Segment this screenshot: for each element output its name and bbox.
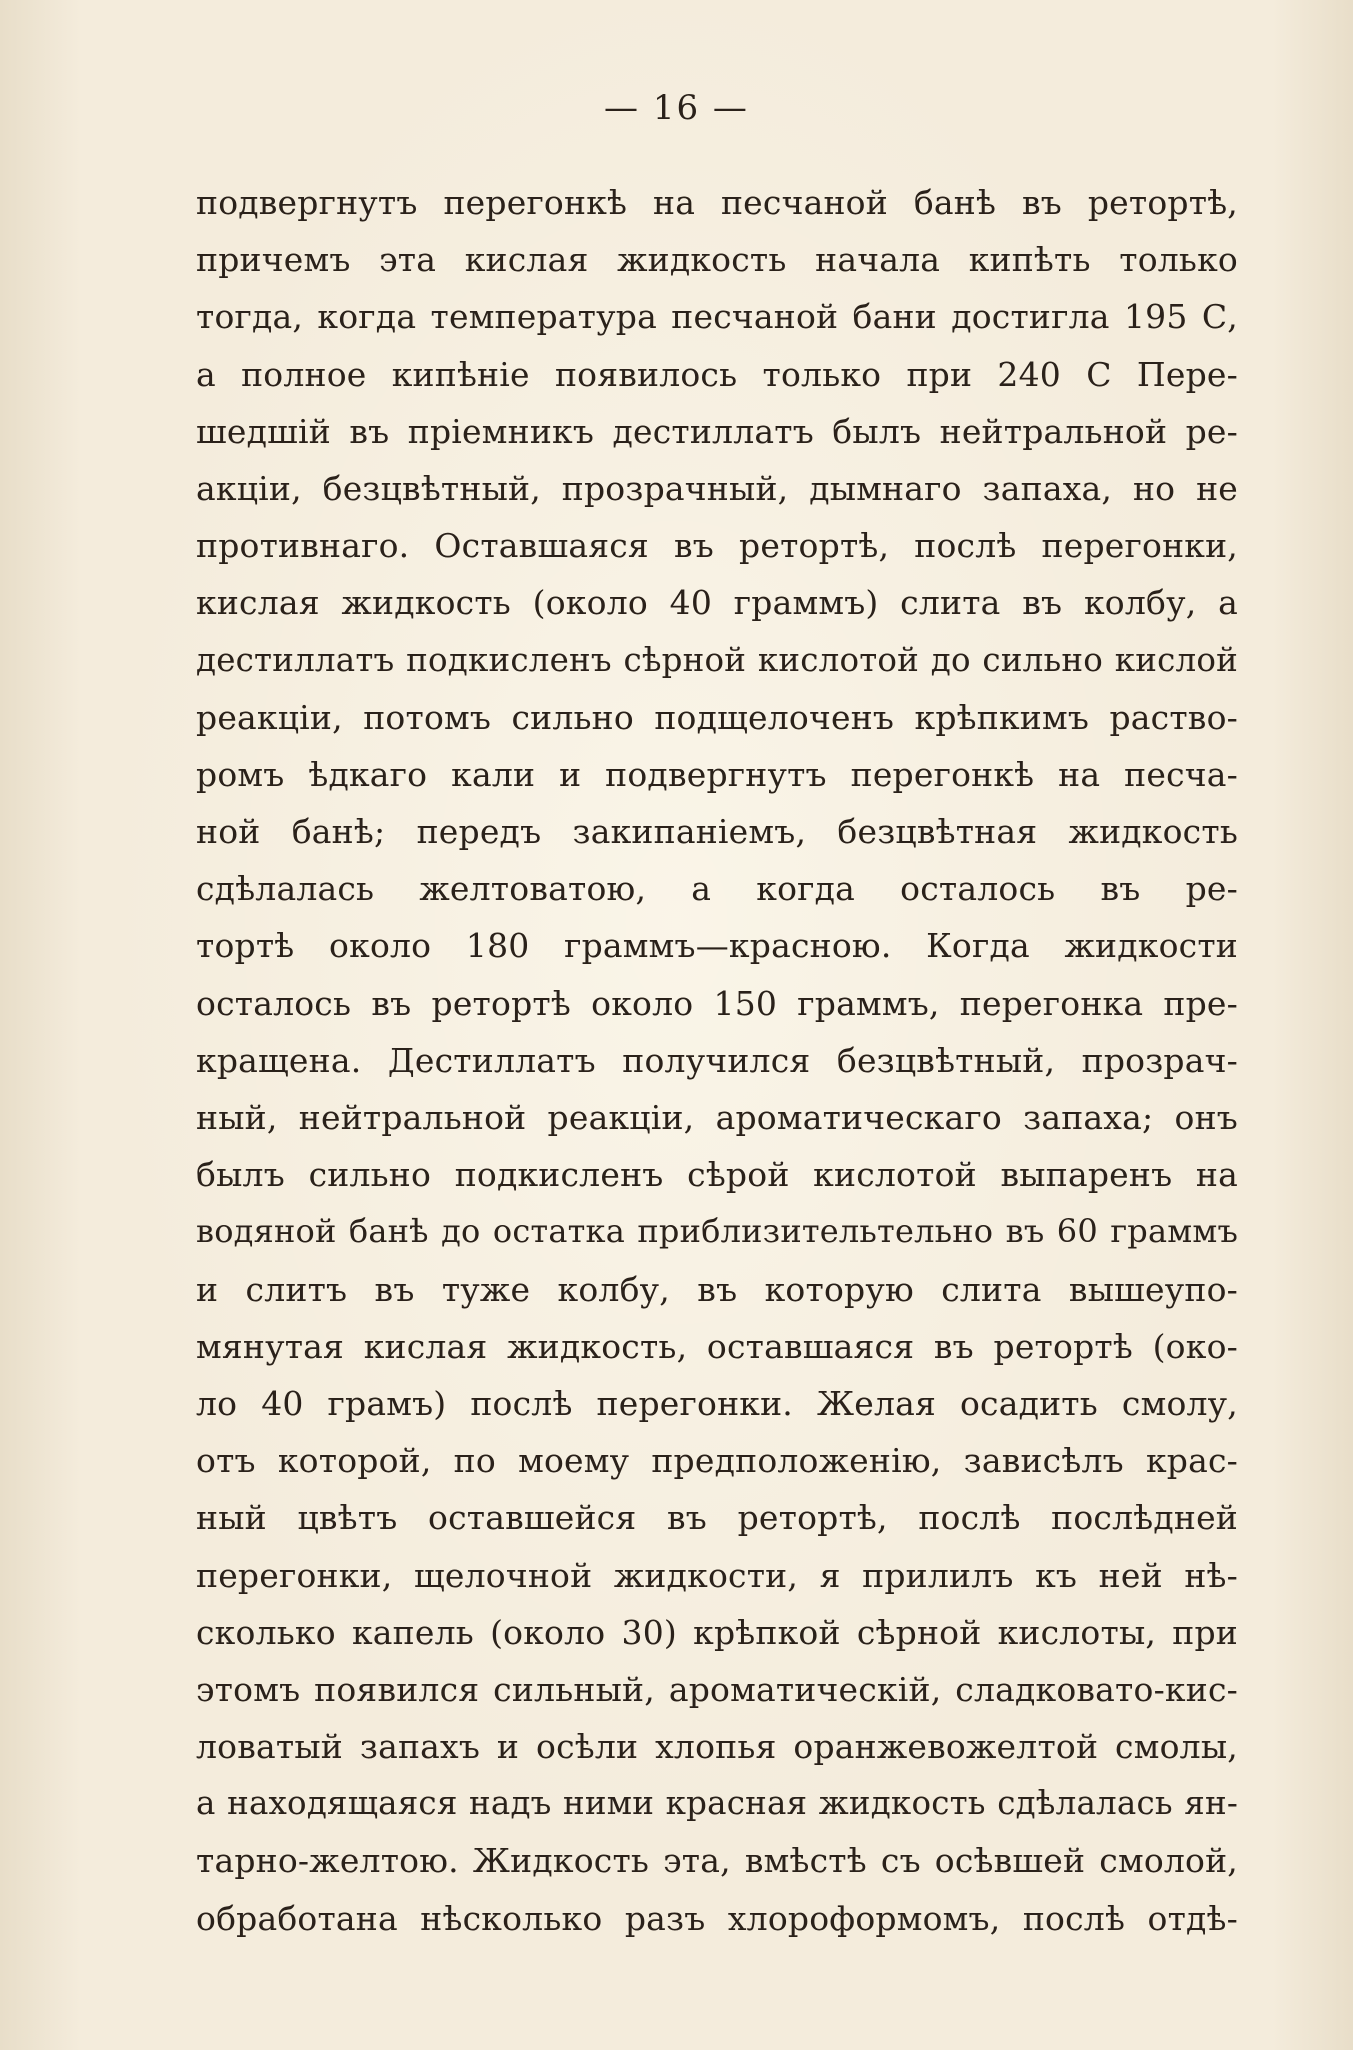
text-line: шедшій въ пріемникъ дестиллатъ былъ нейтральной ре- [196,411,1238,451]
text-line: былъ сильно подкисленъ сѣрой кислотой выпаренъ на [196,1155,1238,1195]
text-line: реакціи, потомъ сильно подщелоченъ крѣпкимъ раство- [196,697,1238,737]
text-line: подвергнутъ перегонкѣ на песчаной банѣ въ ретортѣ, [196,183,1238,222]
text-line: и слитъ въ туже колбу, въ которую слита вышеупо- [196,1269,1238,1309]
text-line: противнаго. Оставшаяся въ ретортѣ, послѣ перегонки, [196,526,1238,566]
text-line: кислая жидкость (около 40 граммъ) слита въ колбу, а [196,583,1238,623]
text-line: обработана нѣсколько разъ хлороформомъ, послѣ отдѣ- [196,1898,1238,1938]
text-line: ло 40 грамъ) послѣ перегонки. Желая осадить смолу, [196,1383,1238,1423]
text-line: ной банѣ; передъ закипаніемъ, безцвѣтная жидкость [196,812,1238,852]
text-line: ромъ ѣдкаго кали и подвергнутъ перегонкѣ на песча- [196,754,1238,794]
text-line: а полное кипѣніе появилось только при 240 С Пере- [196,354,1238,394]
text-line: причемъ эта кислая жидкость начала кипѣть только [196,240,1238,280]
text-line: отъ которой, по моему предположенію, зависѣлъ крас- [196,1441,1238,1481]
text-line: мянутая кислая жидкость, оставшаяся въ ретортѣ (око- [196,1326,1238,1366]
text-line: ный цвѣтъ оставшейся въ ретортѣ, послѣ послѣдней [196,1498,1238,1538]
text-line: а находящаяся надъ ними красная жидкость сдѣлалась ян- [196,1784,1238,1823]
text-line: тарно-желтою. Жидкость эта, вмѣстѣ съ осѣвшей смолой, [196,1841,1238,1881]
text-line: акціи, безцвѣтный, прозрачный, дымнаго запаха, но не [196,468,1238,508]
text-line: дестиллатъ подкисленъ сѣрной кислотой до сильно кислой [196,640,1238,679]
text-line: тортѣ около 180 граммъ—красною. Когда жидкости [196,926,1238,966]
text-line: кращена. Дестиллатъ получился безцвѣтный, прозрач- [196,1040,1238,1080]
text-line: перегонки, щелочной жидкости, я прилилъ къ ней нѣ- [196,1555,1238,1595]
text-line: этомъ появился сильный, ароматическій, сладковато-кис- [196,1669,1238,1709]
text-line: водяной банѣ до остатка приблизительтельно въ 60 граммъ [196,1212,1238,1251]
text-line: ный, нейтральной реакціи, ароматическаго запаха; онъ [196,1098,1238,1137]
page-number: — 16 — [604,88,749,128]
text-line: сколько капель (около 30) крѣпкой сѣрной кислоты, при [196,1612,1238,1652]
text-line: осталось въ ретортѣ около 150 граммъ, перегонка пре- [196,983,1238,1023]
text-line: тогда, когда температура песчаной бани достигла 195 С, [196,297,1238,337]
body-text [196,174,1238,1947]
text-line: сдѣлалась желтоватою, а когда осталось въ ре- [196,869,1238,909]
text-line: ловатый запахъ и осѣли хлопья оранжевожелтой смолы, [196,1727,1238,1767]
